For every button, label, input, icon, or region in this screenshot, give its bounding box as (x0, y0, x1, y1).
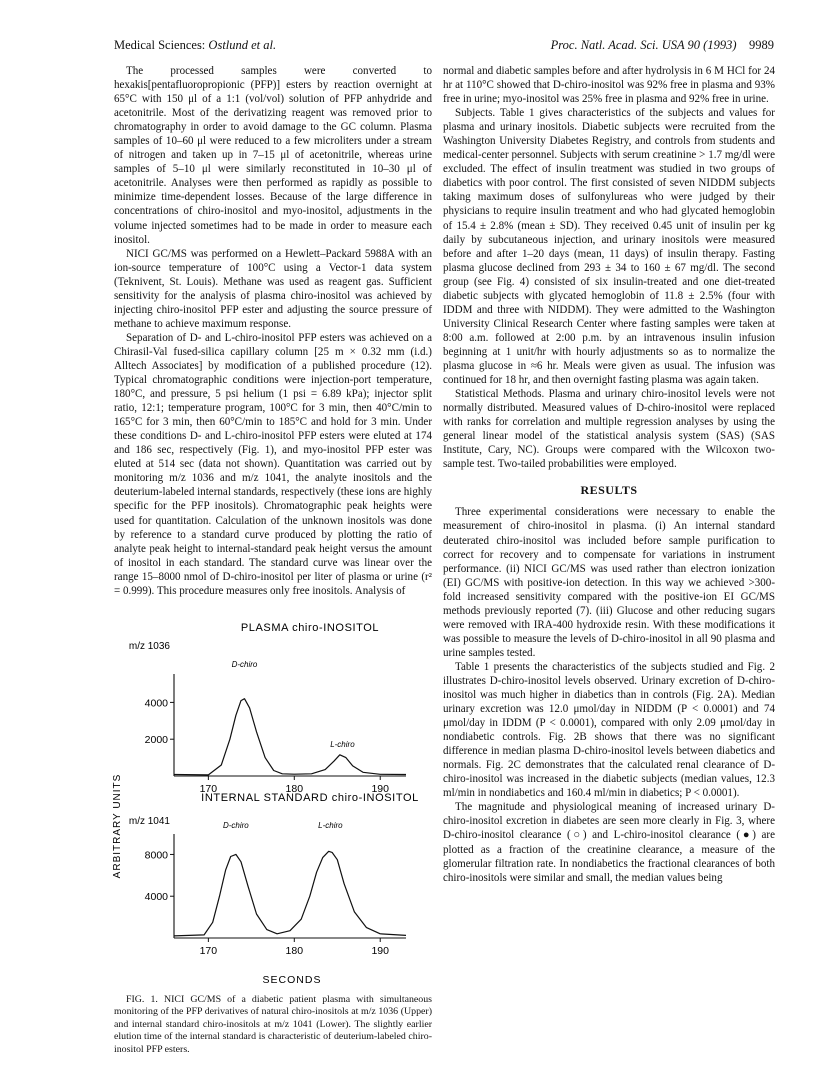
upper-panel-plasma (129, 622, 406, 795)
panel-title: INTERNAL STANDARD chiro-INOSITOL (201, 792, 419, 804)
paragraph-results-1: Three experimental considerations were necessary to enable the measurement of chiro-inositol in plasma. (i) An internal standard deuterated chiro-inositol was included before sample purification to correct for recovery and to compensate for variations in instrument performance. (ii) NICI GC/MS was used rather than electron ionization (EI) GC/MS with positive-ion detection. In this way we achieved >300-fold increased sensitivity compared with the positive-ion EI GC/MS methods previously reported (7). (iii) Glucose and other reducing sugars were removed with IRA-400 hydroxide resin. With these modifications it was possible to measure the levels of D-chiro-inositol in all 90 plasma and urine samples tested. (443, 506, 775, 659)
paragraph-subjects: Subjects. Table 1 gives characteristics of the subjects and values for plasma and urinary inositols. Diabetic subjects were recruited from the Washington University Diabetes Registry, and controls from students and medical-center personnel. Subjects with serum creatinine > 1.7 mg/dl were excluded. The effect of insulin treatment was studied in two groups of diabetics with poor control. The first consisted of seven NIDDM subjects taking maximum doses of sulfonylureas who were judged by their physicians to require insulin treatment and who had glycated hemoglobin of 15.4 ± 2.8% (mean ± SD). They received 0.45 unit of insulin per kg daily by subcutaneous injection, and urinary inositols were measured before and after 1–20 days (mean, 11 days) of insulin therapy. Fasting plasma glucose declined from 293 ± 34 to 160 ± 67 mg/dl. The second group (see Fig. 4) consisted of six insulin-treated and one diet-treated diabetic subjects with glycated hemoglobin of 11.8 ± 2.5% (four with IDDM and three with NIDDM). They were admitted to the Washington University Clinical Research Center where fasting samples were taken at 8:00 a.m. followed at 2:00 p.m. by an intravenous insulin infusion beginning at 1 unit/hr with hourly adjustments so as to normalize the plasma glucose in ≈6 hr. Meals were given as usual. The infusion was continued for 18 hr, and then overnight fasting plasma was again taken. (443, 107, 775, 387)
y-tick-label: 4000 (144, 697, 168, 710)
peak-label: L-chiro (318, 821, 343, 830)
chromatogram-figure (114, 616, 434, 988)
x-axis-label: SECONDS (262, 974, 322, 986)
peak-label: L-chiro (330, 739, 355, 749)
section-title-results: RESULTS (580, 483, 638, 498)
right-column (443, 64, 775, 885)
y-tick-label: 2000 (144, 734, 168, 747)
peak-label: D-chiro (222, 821, 249, 830)
lower-panel-internal-standard (129, 792, 419, 957)
x-tick-label: 180 (285, 945, 304, 957)
journal-citation: Proc. Natl. Acad. Sci. USA 90 (1993) (550, 38, 737, 52)
peak-label: D-chiro (231, 660, 258, 669)
chromatogram-trace (174, 699, 406, 775)
chromatogram-trace (174, 851, 406, 936)
x-tick-label: 190 (371, 783, 389, 795)
paragraph-hydrolysis: normal and diabetic samples before and after hydrolysis in 6 M HCl for 24 hr at 110°C showed that D-chiro-inositol was 92% free in plasma and 93% free in urine; myo-inositol was 25% free in plasma and 92% free in urine. (443, 65, 775, 106)
x-tick-label: 170 (199, 945, 218, 957)
paragraph-nici-gcms: NICI GC/MS was performed on a Hewlett–Packard 5988A with an ion-source temperature of 100°C using a Vector-1 data system (Teknivent, St. Louis). Methane was used as reagent gas. Sufficient sensitivity for the analysis of plasma chiro-inositol was achieved by injecting chiro-inositol PFP ester and adjusting the source pressure of methane to achieve maximum response. (114, 247, 432, 330)
panel-title: PLASMA chiro-INOSITOL (240, 622, 380, 634)
y-axis-label: ARBITRARY UNITS (112, 773, 123, 879)
figure-1 (114, 616, 434, 988)
channel-label: m/z 1036 (128, 641, 170, 652)
paragraph-statistical-methods: Statistical Methods. Plasma and urinary chiro-inositol levels were not normally distributed. Measured values of D-chiro-inositol were replaced with ranks for correlation and multiple regression analyses by using the general linear model of the statistical analysis system (SAS) (SAS Institute, Cary, NC). Groups were compared with the Wilcoxon two-sample test. Two-tailed probabilities were employed. (443, 388, 775, 471)
left-column (114, 64, 432, 598)
paragraph-derivatization: The processed samples were converted to hexakis[pentafluoropropionic (PFP)] esters by reaction overnight at 65°C with 150 μl of a 1:1 (vol/vol) solution of PFP anhydride and acetonitrile. Most of the derivatizing reagent was removed prior to chromatography in order to avoid damage to the GC column. Plasma samples of 10–60 μl were reduced to a few microliters under a stream of nitrogen and taken up in 7–15 μl of acetonitrile, whereas urine samples of 5–10 μl were similarly reconstituted in 10–30 μl of acetonitrile. Analyses were then performed as rapidly as possible to minimize time-dependent losses. Because of the large difference in concentrations of chiro-inositol and myo-inositol, adjustments in the volume injected sometimes had to be made in order to measure each inositol. (114, 65, 432, 246)
y-tick-label: 8000 (144, 849, 168, 862)
running-header-left: Medical Sciences: Ostlund et al. (114, 38, 277, 52)
x-tick-label: 180 (285, 783, 304, 795)
channel-label: m/z 1041 (128, 816, 170, 827)
x-tick-label: 190 (371, 945, 389, 957)
figure-caption: FIG. 1. NICI GC/MS of a diabetic patient plasma with simultaneous monitoring of the PFP derivatives of natural chiro-inositols at m/z 1036 (Upper) and internal standard chiro-inositols at m/z 1041 (Lower). The slightly earlier elution time of the internal standard is characteristic of deuterium-labeled chiro-inositol PFP esters. (114, 994, 432, 1055)
x-tick-label: 170 (199, 783, 218, 795)
running-header-right (551, 38, 774, 53)
paragraph-separation: Separation of D- and L-chiro-inositol PFP esters was achieved on a Chirasil-Val fused-silica capillary column [25 m × 0.32 mm (i.d.) Alltech Associates] by modification of a published procedure (12). Typical chromatographic conditions were injection-port temperature, 180°C, and pressure, 5 psi helium (1 psi = 6.89 kPa); injector split ratio, 12:1; temperature program, 100°C for 3 min, then 40°C/min to 165°C for 3 min, then 60°C/min to 185°C and hold for 3 min. Under these conditions D- and L-chiro-inositol PFP esters were eluted at 174 and 186 sec, respectively (Fig. 1), and myo-inositol PFP ester was eluted at 514 sec (data not shown). Quantitation was carried out by monitoring m/z 1036 and m/z 1041, the analyte inositols and the deuterium-labeled internal standards, respectively (these ions are highly specific for the PFP inositols). Chromatographic peak heights were used for quantitation. Calculation of the unknown inositols was done by reference to a standard curve produced by plotting the ratio of analyte peak height to internal-standard peak height versus the amount of inositol in each standard. The standard curve was linear over the range 15–8000 nmol of D-chiro-inositol per liter of plasma or urine (r² = 0.999). This procedure measures only free inositols. Analysis of (114, 331, 432, 597)
page-number: 9989 (749, 38, 774, 52)
paragraph-results-3: The magnitude and physiological meaning of increased urinary D-chiro-inositol excretion in diabetes are seen more clearly in Fig. 3, where D-chiro-inositol clearance (○) and L-chiro-inositol clearance (●) are plotted as a fraction of the creatinine clearance, a measure of the glomerular filtration rate. In nondiabetics the fractional clearances of both chiro-inositols were similar and small, the median values being (443, 801, 775, 884)
y-tick-label: 4000 (144, 891, 168, 904)
paragraph-results-2: Table 1 presents the characteristics of the subjects studied and Fig. 2 illustrates D-chiro-inositol levels observed. Urinary excretion of D-chiro-inositol was much higher in diabetics than in controls (Fig. 2A). Median urinary excretion was 12.0 μmol/day in NIDDM (P < 0.0001) and 74 μmol/day in IDDM (P < 0.0001), compared with only 2.09 μmol/day in nondiabetic controls. Fig. 2B shows that there was no significant difference in median plasma D-chiro-inositol levels between diabetics and normals. Fig. 2C demonstrates that the calculated renal clearance of D-chiro-inositol was increased in the diabetic subjects (median values, 12.3 ml/min in nondiabetics and 160.4 ml/min in diabetics; P < 0.0001). (443, 660, 775, 800)
